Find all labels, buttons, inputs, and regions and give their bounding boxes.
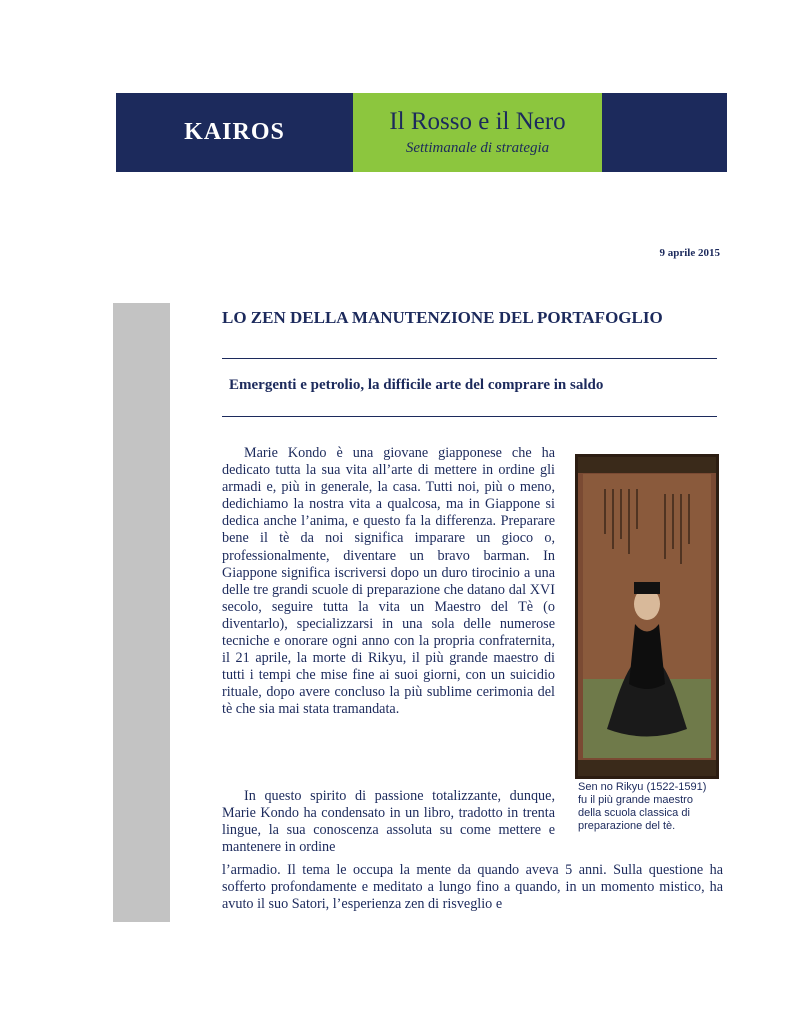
logo-text: KAIROS (184, 119, 285, 145)
article-headline: LO ZEN DELLA MANUTENZIONE DEL PORTAFOGLIO (222, 308, 663, 327)
portrait-caption: Sen no Rikyu (1522-1591) fu il più grande maestro della scuola classica di preparazione del tè. (578, 781, 707, 832)
masthead (116, 93, 727, 172)
paragraph-2-narrow: In questo spirito di passione totalizzante, dunque, Marie Kondo ha condensato in un libro, tradotto in trenta lingue, la sua conoscenza assoluta su come mettere e mantenere in ordine (222, 788, 555, 856)
kairos-logo (116, 93, 353, 172)
gray-sidebar (113, 303, 170, 922)
newsletter-subtitle: Settimanale di strategia (405, 139, 550, 156)
rikyu-portrait-image (575, 454, 719, 779)
paragraph-2-wide: l’armadio. Il tema le occupa la mente da quando aveva 5 anni. Sulla questione ha sofferto profondamente e meditato a lungo fino a quando, in un momento mistico, ha avuto il suo Satori, l’esperienza zen di risveglio e (222, 862, 723, 913)
issue-date: 9 aprile 2015 (659, 247, 720, 259)
subheadline-divider (222, 416, 717, 417)
newsletter-title: Il Rosso e il Nero (389, 108, 566, 136)
newsletter-title-box (353, 93, 602, 172)
headline-divider (222, 358, 717, 359)
paragraph-1: Marie Kondo è una giovane giapponese che ha dedicato tutta la sua vita all’arte di mettere in ordine gli armadi e, più in generale, la casa. Tutti noi, più o meno, dedichiamo la nostra vita a qualcosa, ma in Giappone si dedica anche l’anima, e questo fa la differenza. Preparare bene il tè da noi significa imparare un gioco o, professionalmente, diventare un bravo barman. In Giappone significa iscriversi dopo un duro tirocinio a una delle tre grandi scuole di preparazione che datano dal XVI secolo, seguire tutta la vita un Maestro del Tè (o diventarlo), specializzarsi in una sola delle numerose tecniche e onorare ogni anno con la propria confraternita, il 21 aprile, la morte di Rikyu, il più grande maestro di tutti i tempi che mise fine ai suoi giorni, con un suicidio rituale, dopo avere concluso la più sublime cerimonia del tè che sia mai stata tramandata. (222, 445, 555, 718)
article-subheadline: Emergenti e petrolio, la difficile arte del comprare in saldo (229, 377, 604, 393)
